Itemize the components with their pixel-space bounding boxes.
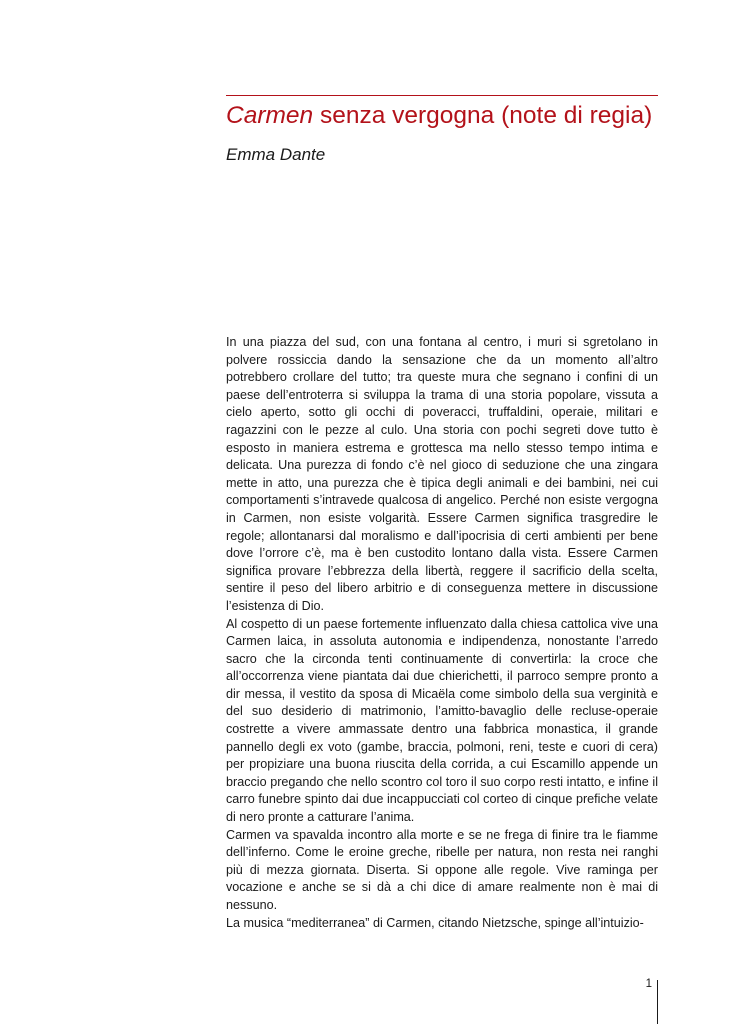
page-number: 1 bbox=[645, 978, 652, 990]
body-text bbox=[226, 334, 658, 932]
paragraph-4: La musica “mediterranea” di Carmen, citando Nietzsche, spinge all’intuizio- bbox=[226, 915, 644, 930]
paragraph-2: Al cospetto di un paese fortemente influenzato dalla chiesa cattolica vive una Carmen laica, in assoluta autonomia e indipendenza, nonostante l’arredo sacro che la circonda tenti continuamente di convertirla: la croce che all’occorrenza viene piantata dai due chierichetti, il parroco sempre pronto a dir messa, il vestito da sposa di Micaëla come simbolo della sua verginità e del suo desiderio di matrimonio, l’amitto-bavaglio delle recluse-operaie costrette a vivere ammassate dentro una fabbrica monastica, il grande pannello degli ex voto (gambe, braccia, polmoni, reni, teste e cuori di cera) per propiziare una buona riuscita della corrida, a cui Escamillo appende un braccio pregando che nello scontro col toro il suo corpo resti intatto, e infine il carro funebre spinto dai due incappucciati col corteo di cinque prefiche velate di nero pronte a catturare l’anima. bbox=[226, 616, 658, 825]
title-rule bbox=[226, 95, 658, 96]
page-title bbox=[226, 100, 666, 132]
paragraph-3: Carmen va spavalda incontro alla morte e se ne frega di finire tra le fiamme dell’inferno. Come le eroine greche, ribelle per natura, non resta nei ranghi più di mezza giornata. Diserta. Si oppone alle regole. Vive raminga per vocazione e anche se si dà a chi dice di amare realmente non è mai di nessuno. bbox=[226, 827, 658, 912]
title-italic-part: Carmen bbox=[226, 102, 314, 129]
title-rest: senza vergogna (note di regia) bbox=[313, 102, 653, 129]
page-number-rule bbox=[657, 980, 658, 1024]
author-name: Emma Dante bbox=[226, 145, 326, 164]
paragraph-1: In una piazza del sud, con una fontana al centro, i muri si sgretolano in polvere rossiccia dando la sensazione che da un momento all’altro potrebbero crollare del tutto; tra queste mura che segnano i confini di un paese dell’entroterra si sviluppa la trama di una storia popolare, vissuta a cielo aperto, sotto gli occhi di poveracci, truffaldini, operaie, militari e ragazzini con le pezze al culo. Una storia con pochi segreti dove tutto è esposto in maniera estrema e grottesca ma nello stesso tempo intima e delicata. Una purezza di fondo c’è nel gioco di seduzione che una zingara mette in atto, una purezza che è tipica degli animali e dei bambini, nei cui comportamenti s’intravede qualcosa di angelico. Perché non esiste vergogna in Carmen, non esiste volgarità. Essere Carmen significa trasgredire le regole; allontanarsi dal moralismo e dall’ipocrisia di certi ambienti per bene dove l’orrore c’è, ma è ben custodito lontano dalla vista. Essere Carmen significa provare l’ebbrezza della libertà, reggere il sacrificio della scelta, sentire il peso del libero arbitrio e di conseguenza mettere in discussione l’esistenza di Dio. bbox=[226, 335, 658, 613]
